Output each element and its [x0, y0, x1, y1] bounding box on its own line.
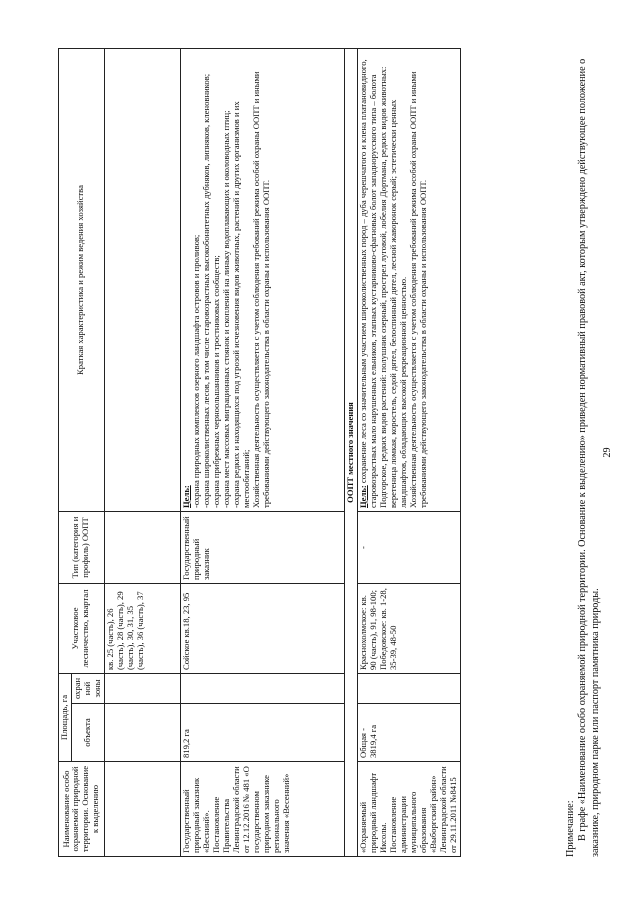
location-line: Краснохолмское: кв. 90 (часть), 91, 98-100; [357, 589, 378, 670]
header-location: Участковое лесничество, квартал [59, 584, 105, 674]
section-label: ООПТ местного значения [344, 49, 357, 857]
table-header-row [59, 49, 72, 857]
notes-text: В графе «Наименование особо охраняемой природной территории. Основание к выделению» приведен нормативный правовой акт, которым утверждено действующее положение о заказнике, природном парке или паспорт памятника природы. [577, 58, 601, 857]
table-row [180, 49, 344, 857]
location-line: Победовское: кв. 1-28, 35-39, 48-50 [377, 588, 398, 670]
purpose-title: Цель: [357, 485, 368, 508]
area-name-cell: Государственный природный заказник «Веснинй». Постановление Правительства Ленинградской области от 12.12.2016 № 481 «О государственном природном заказнике регионального значения «Весенний» [180, 762, 344, 857]
description-line: -охрана редких и находящихся под угрозой исчезновения видов животных, растений и других организмов и их местообитаний; [230, 101, 251, 508]
header-area-buffer: охранной зоны [71, 674, 104, 704]
area-name-cell: «Охраняемый природный ландшафт Иксолы. Постановление администрации муниципального образования «Выборгский район» Ленинградской области от 29.11.2011 №8415 [357, 762, 460, 857]
area-object-cell: 819,2 га [180, 704, 344, 762]
row-continuation-desc [104, 49, 180, 512]
description-cell [180, 49, 344, 512]
description-line: -охрана мест массовых миграционных стоянок и скоплений на линьку водоплавающих и околоводных птиц; [220, 110, 231, 508]
table-row [357, 49, 460, 857]
location-line: кв. 25 (часть), 26 (часть), 28 (часть), 29 (часть), 30, 31, 35 (часть), 36 (часть), 37 [104, 591, 145, 670]
type-cell: Государственный природный заказник [180, 512, 344, 584]
description-line: Хозяйственная деятельность осуществляется с учетом соблюдения требований режима особой охраны ООПТ и иными требованиями действующего законодательства в области охраны и использования ООПТ. [407, 71, 428, 508]
location-cell [357, 584, 460, 674]
section-row [344, 49, 357, 857]
description-line: Хозяйственная деятельность осуществляется с учетом соблюдения требований режима особой охраны ООПТ и иными требованиями действующего законодательства в области охраны и использования ООПТ. [250, 71, 271, 508]
row-continuation-name [104, 762, 180, 857]
area-buffer-cell [180, 674, 344, 704]
table-row [104, 49, 180, 857]
area-buffer-cell [357, 674, 460, 704]
description-line: сохранение леса со значительным участием широколиственных пород – дуба черешчатого и клена платановидного, старовозрастных мало нарушенных ельников, этапных кустарниково-сфагновых болот западнорусского типа – болота Подгорское, редких видов растений: полушник озерный, прострел луговой, лобелия Дортмана, редких видов животных: веретеница ломкая, коростель, седой дятел, белоспинный дятел, лесной жаворонок серый; эстетически ценных ландшафтов, обладающих высокой рекреационной ценностью. [357, 59, 408, 508]
header-description: Краткая характеристика и режим ведения хозяйства [59, 49, 105, 512]
purpose-title: Цель: [180, 485, 191, 508]
type-cell: - [357, 512, 460, 584]
header-name: Наименование особо охраняемой природной территории. Основание к выделению [59, 762, 105, 857]
row-continuation-location [104, 584, 180, 674]
notes [565, 49, 602, 857]
location-cell: Сойское кв.18, 23, 95 [180, 584, 344, 674]
header-type: Тип (категория и профиль) ООПТ [59, 512, 105, 584]
page-number: 29 [602, 447, 613, 458]
area-object-cell: Общая - 3819,4 га [357, 704, 460, 762]
description-line: -охрана прибрежных черноольшанников и тростниковых сообществ; [210, 255, 221, 508]
description-line: -охрана природных комплексов озерного ландшафта островов и проливов; [190, 234, 201, 508]
row-continuation-buffer [104, 674, 180, 704]
notes-title: Примечание: [565, 800, 576, 857]
row-continuation-area [104, 704, 180, 762]
header-area-object: объекта [71, 704, 104, 762]
description-line: -охрана широколиственных лесов, в том числе старовозрастных высокобонитетных дубняков, липняков, кленовников; [200, 73, 211, 508]
row-continuation-type [104, 512, 180, 584]
header-area: Площадь, га [59, 674, 72, 762]
description-cell [357, 49, 460, 512]
protected-areas-table [58, 48, 461, 857]
